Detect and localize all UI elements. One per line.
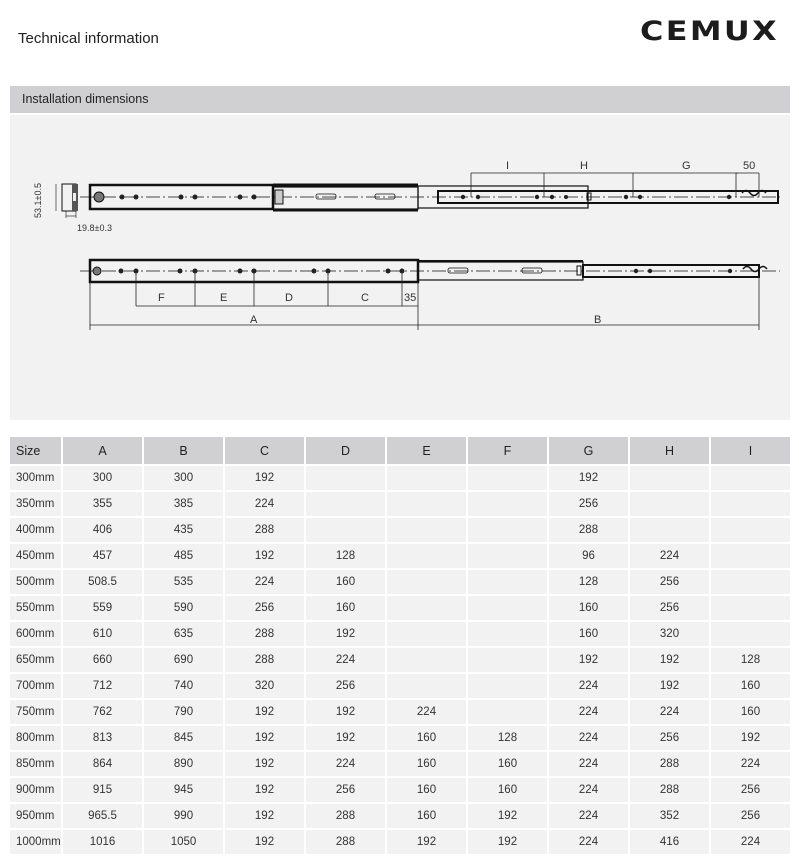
column-header-size: Size xyxy=(10,437,61,464)
dimension-label-e: E xyxy=(220,292,228,304)
cell-h xyxy=(630,466,709,490)
size-cell: 900mm xyxy=(10,778,61,802)
cell-h: 192 xyxy=(630,674,709,698)
cell-a: 1016 xyxy=(63,830,142,854)
cell-g: 160 xyxy=(549,596,628,620)
cell-g: 224 xyxy=(549,752,628,776)
cell-g: 160 xyxy=(549,622,628,646)
column-header-e: E xyxy=(387,437,466,464)
cell-h: 256 xyxy=(630,570,709,594)
cell-f xyxy=(468,544,547,568)
cell-i: 192 xyxy=(711,726,790,750)
page-title: Technical information xyxy=(18,30,159,47)
cell-i: 256 xyxy=(711,804,790,828)
column-header-b: B xyxy=(144,437,223,464)
dimension-label-g: G xyxy=(682,160,691,172)
cell-g: 128 xyxy=(549,570,628,594)
dimension-label-d: D xyxy=(285,292,293,304)
cell-e xyxy=(387,492,466,516)
column-header-d: D xyxy=(306,437,385,464)
top-dimension-chain xyxy=(471,173,759,197)
cell-i xyxy=(711,544,790,568)
cell-d: 192 xyxy=(306,700,385,724)
cell-d: 224 xyxy=(306,752,385,776)
cell-g: 224 xyxy=(549,804,628,828)
cell-a: 660 xyxy=(63,648,142,672)
cell-f: 128 xyxy=(468,726,547,750)
cell-a: 355 xyxy=(63,492,142,516)
cell-i xyxy=(711,492,790,516)
cell-c: 192 xyxy=(225,726,304,750)
column-header-i: I xyxy=(711,437,790,464)
cell-d xyxy=(306,518,385,542)
column-header-f: F xyxy=(468,437,547,464)
cell-d: 288 xyxy=(306,804,385,828)
cell-e xyxy=(387,622,466,646)
cell-e xyxy=(387,674,466,698)
cell-f: 192 xyxy=(468,830,547,854)
cell-f xyxy=(468,466,547,490)
section-header xyxy=(10,86,790,113)
cell-e xyxy=(387,596,466,620)
dimension-label-50: 50 xyxy=(743,160,756,172)
size-cell: 500mm xyxy=(10,570,61,594)
cell-h: 320 xyxy=(630,622,709,646)
cell-g: 224 xyxy=(549,726,628,750)
cell-i xyxy=(711,622,790,646)
cell-e: 160 xyxy=(387,726,466,750)
dimension-label-35: 35 xyxy=(404,292,417,304)
cell-g: 224 xyxy=(549,830,628,854)
cell-c: 192 xyxy=(225,804,304,828)
cell-b: 535 xyxy=(144,570,223,594)
dimension-label-a: A xyxy=(250,314,258,326)
cell-h: 224 xyxy=(630,544,709,568)
cell-e: 192 xyxy=(387,830,466,854)
size-cell: 400mm xyxy=(10,518,61,542)
size-cell: 450mm xyxy=(10,544,61,568)
size-cell: 600mm xyxy=(10,622,61,646)
dimension-label-f: F xyxy=(158,292,165,304)
cell-c: 224 xyxy=(225,492,304,516)
cell-h xyxy=(630,492,709,516)
cell-d: 192 xyxy=(306,622,385,646)
cell-d: 160 xyxy=(306,570,385,594)
dimension-label-h: H xyxy=(580,160,588,172)
cell-c: 192 xyxy=(225,700,304,724)
column-header-h: H xyxy=(630,437,709,464)
cell-h: 288 xyxy=(630,778,709,802)
cell-f: 192 xyxy=(468,804,547,828)
size-cell: 550mm xyxy=(10,596,61,620)
cell-e: 160 xyxy=(387,778,466,802)
cell-c: 192 xyxy=(225,778,304,802)
cell-b: 485 xyxy=(144,544,223,568)
cell-a: 813 xyxy=(63,726,142,750)
cell-f xyxy=(468,674,547,698)
cell-g: 192 xyxy=(549,466,628,490)
table-body xyxy=(10,466,790,854)
cell-d: 288 xyxy=(306,830,385,854)
size-cell: 300mm xyxy=(10,466,61,490)
cell-c: 288 xyxy=(225,648,304,672)
section-title: Installation dimensions xyxy=(22,92,149,106)
size-cell: 750mm xyxy=(10,700,61,724)
slide-drawing-svg xyxy=(10,115,790,420)
size-cell: 650mm xyxy=(10,648,61,672)
cell-b: 945 xyxy=(144,778,223,802)
cell-f xyxy=(468,492,547,516)
cell-b: 990 xyxy=(144,804,223,828)
cell-f: 160 xyxy=(468,752,547,776)
cell-a: 864 xyxy=(63,752,142,776)
cell-h xyxy=(630,518,709,542)
cell-e xyxy=(387,648,466,672)
cell-i xyxy=(711,596,790,620)
cell-e xyxy=(387,466,466,490)
bottom-slide xyxy=(80,260,780,282)
cell-g: 224 xyxy=(549,700,628,724)
table-row xyxy=(10,466,790,490)
cell-a: 300 xyxy=(63,466,142,490)
table-row xyxy=(10,752,790,776)
cell-b: 300 xyxy=(144,466,223,490)
cell-a: 610 xyxy=(63,622,142,646)
cell-c: 192 xyxy=(225,752,304,776)
cell-c: 320 xyxy=(225,674,304,698)
table-row xyxy=(10,726,790,750)
cell-d: 256 xyxy=(306,674,385,698)
cell-f xyxy=(468,518,547,542)
size-cell: 800mm xyxy=(10,726,61,750)
column-header-a: A xyxy=(63,437,142,464)
cell-b: 740 xyxy=(144,674,223,698)
cell-b: 690 xyxy=(144,648,223,672)
size-cell: 950mm xyxy=(10,804,61,828)
brand-logo: CEMUX xyxy=(640,16,780,47)
cell-d xyxy=(306,492,385,516)
cell-c: 192 xyxy=(225,830,304,854)
cell-i xyxy=(711,466,790,490)
cell-g: 96 xyxy=(549,544,628,568)
dimension-label-b: B xyxy=(594,314,602,326)
cell-f xyxy=(468,570,547,594)
cell-a: 559 xyxy=(63,596,142,620)
size-cell: 700mm xyxy=(10,674,61,698)
cell-b: 890 xyxy=(144,752,223,776)
cell-e: 224 xyxy=(387,700,466,724)
cell-d xyxy=(306,466,385,490)
table-row xyxy=(10,544,790,568)
cell-i: 160 xyxy=(711,674,790,698)
cell-h: 224 xyxy=(630,700,709,724)
cell-g: 224 xyxy=(549,778,628,802)
profile-width-label: 19.8±0.3 xyxy=(77,223,112,233)
cell-e: 160 xyxy=(387,752,466,776)
cell-i: 224 xyxy=(711,830,790,854)
table-row xyxy=(10,804,790,828)
cell-g: 288 xyxy=(549,518,628,542)
cell-b: 385 xyxy=(144,492,223,516)
cell-a: 762 xyxy=(63,700,142,724)
cell-h: 352 xyxy=(630,804,709,828)
cell-e xyxy=(387,518,466,542)
table-row xyxy=(10,700,790,724)
cell-h: 192 xyxy=(630,648,709,672)
cell-h: 256 xyxy=(630,726,709,750)
cell-c: 192 xyxy=(225,466,304,490)
table-row xyxy=(10,570,790,594)
column-header-c: C xyxy=(225,437,304,464)
cell-a: 508.5 xyxy=(63,570,142,594)
cell-g: 224 xyxy=(549,674,628,698)
cell-i: 128 xyxy=(711,648,790,672)
table-header-row xyxy=(10,437,790,464)
cell-f xyxy=(468,622,547,646)
cell-h: 256 xyxy=(630,596,709,620)
cell-e xyxy=(387,570,466,594)
cell-a: 915 xyxy=(63,778,142,802)
cell-f xyxy=(468,596,547,620)
cell-c: 192 xyxy=(225,544,304,568)
table-row xyxy=(10,778,790,802)
cell-i xyxy=(711,570,790,594)
cell-f xyxy=(468,700,547,724)
table-row xyxy=(10,674,790,698)
cell-g: 192 xyxy=(549,648,628,672)
cell-i xyxy=(711,518,790,542)
dimension-label-c: C xyxy=(361,292,369,304)
cell-a: 406 xyxy=(63,518,142,542)
column-header-g: G xyxy=(549,437,628,464)
size-cell: 1000mm xyxy=(10,830,61,854)
size-cell: 850mm xyxy=(10,752,61,776)
cell-i: 224 xyxy=(711,752,790,776)
cell-h: 416 xyxy=(630,830,709,854)
cell-c: 288 xyxy=(225,622,304,646)
cell-e: 160 xyxy=(387,804,466,828)
cell-i: 256 xyxy=(711,778,790,802)
size-cell: 350mm xyxy=(10,492,61,516)
cell-b: 590 xyxy=(144,596,223,620)
cell-d: 224 xyxy=(306,648,385,672)
profile-section xyxy=(56,184,78,218)
cell-c: 224 xyxy=(225,570,304,594)
table-row xyxy=(10,596,790,620)
cell-d: 128 xyxy=(306,544,385,568)
cell-e xyxy=(387,544,466,568)
cell-b: 845 xyxy=(144,726,223,750)
cell-d: 160 xyxy=(306,596,385,620)
table-row xyxy=(10,648,790,672)
cell-b: 635 xyxy=(144,622,223,646)
cell-i: 160 xyxy=(711,700,790,724)
top-slide xyxy=(80,185,780,210)
cell-d: 256 xyxy=(306,778,385,802)
dimension-label-i: I xyxy=(506,160,510,172)
cell-f: 160 xyxy=(468,778,547,802)
cell-f xyxy=(468,648,547,672)
table-row xyxy=(10,830,790,854)
cell-b: 790 xyxy=(144,700,223,724)
cell-h: 288 xyxy=(630,752,709,776)
table-row xyxy=(10,622,790,646)
cell-c: 288 xyxy=(225,518,304,542)
cell-a: 712 xyxy=(63,674,142,698)
table-row xyxy=(10,492,790,516)
profile-height-label: 53.1±0.5 xyxy=(33,183,43,218)
dimensions-table xyxy=(8,435,792,856)
cell-g: 256 xyxy=(549,492,628,516)
cell-d: 192 xyxy=(306,726,385,750)
cell-a: 457 xyxy=(63,544,142,568)
table-row xyxy=(10,518,790,542)
cell-b: 435 xyxy=(144,518,223,542)
cell-b: 1050 xyxy=(144,830,223,854)
cell-c: 256 xyxy=(225,596,304,620)
cell-a: 965.5 xyxy=(63,804,142,828)
technical-drawing xyxy=(10,115,790,420)
